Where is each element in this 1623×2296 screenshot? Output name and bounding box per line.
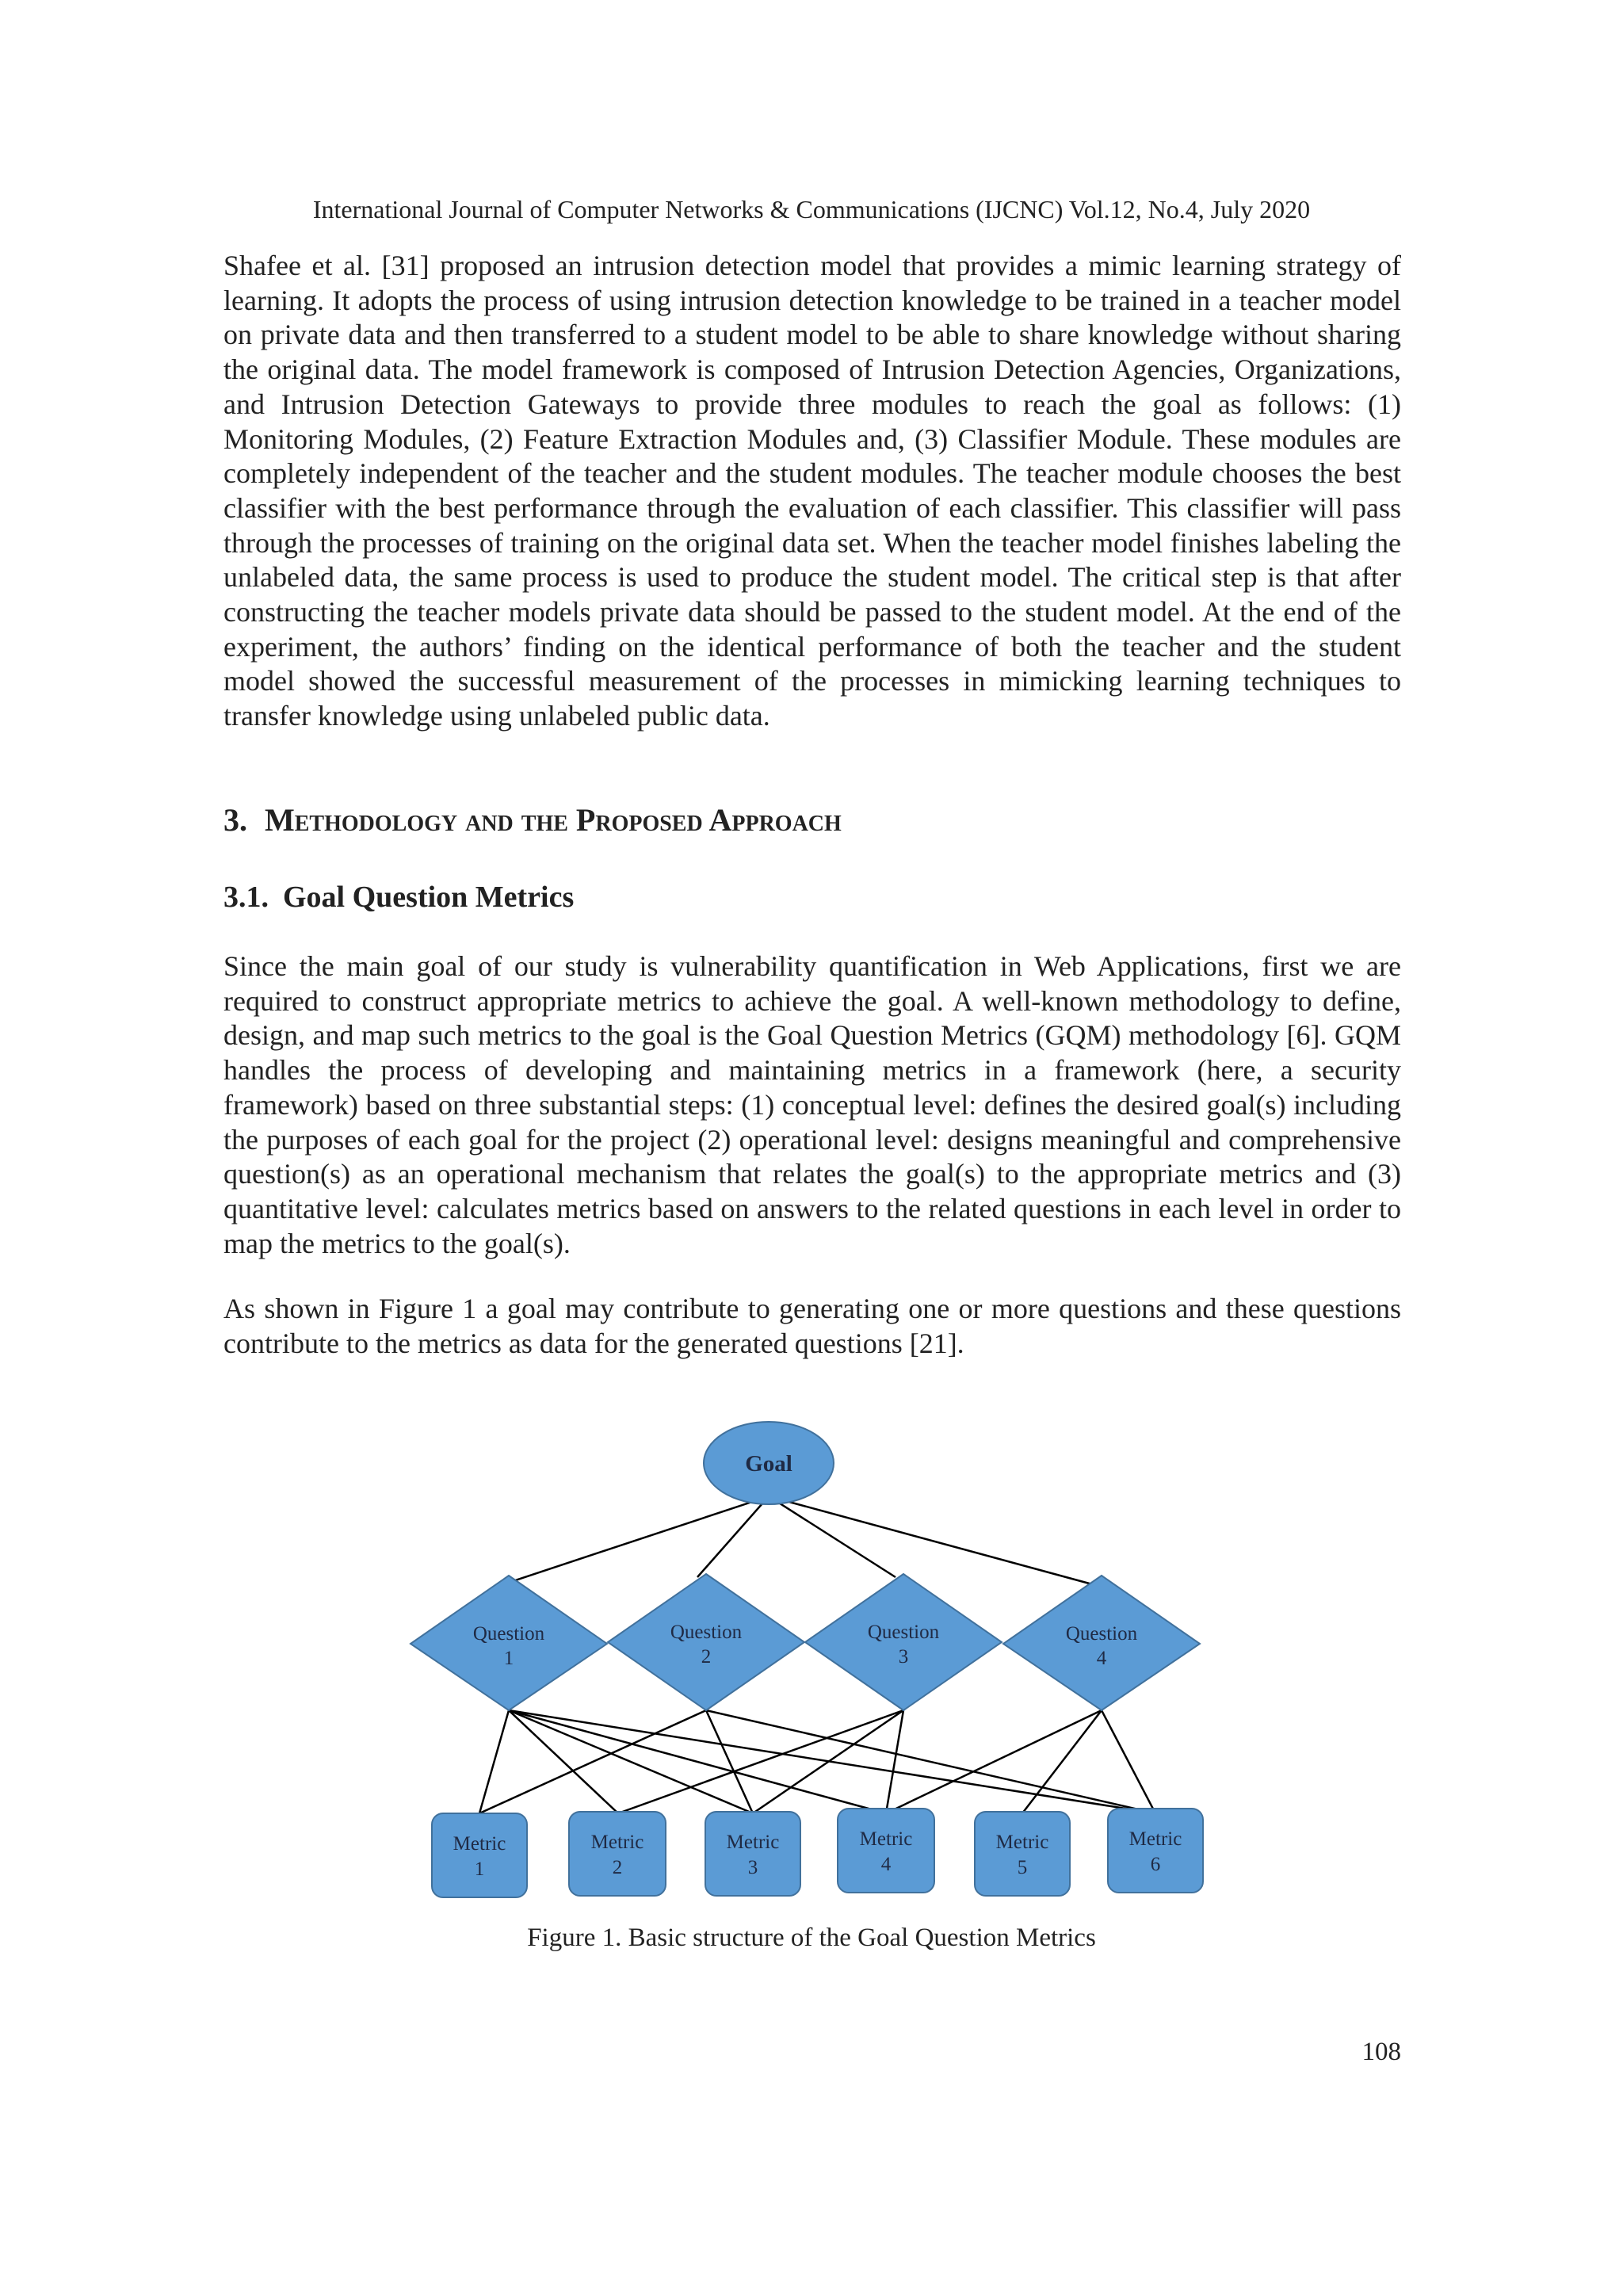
metric-nodes xyxy=(432,1809,1203,1897)
running-header: International Journal of Computer Networks & Communications (IJCNC) Vol.12, No.4, July 2020 xyxy=(312,195,1311,223)
section-number: 3. xyxy=(223,802,247,838)
metric-node-4 xyxy=(838,1809,934,1893)
paragraph-figure-reference: As shown in Figure 1 a goal may contribute to generating one or more questions and these questions contribute to the metrics as data for the generated questions [21]. xyxy=(223,1293,1401,1359)
metric-2-number: 2 xyxy=(612,1857,623,1878)
metric-4-number: 4 xyxy=(880,1854,892,1875)
gqm-diagram xyxy=(396,1411,1220,1910)
edge-question-4-metric-6 xyxy=(1102,1710,1155,1813)
edge-question-2-metric-1 xyxy=(479,1710,706,1813)
question-1-word: Question xyxy=(472,1623,545,1645)
metric-node-6 xyxy=(1108,1809,1203,1893)
metric-4-word: Metric xyxy=(859,1828,913,1850)
metric-6-number: 6 xyxy=(1150,1854,1161,1875)
metric-node-5 xyxy=(975,1812,1070,1896)
subsection-title: Goal Question Metrics xyxy=(283,881,575,914)
question-3-word: Question xyxy=(867,1622,940,1643)
edge-goal-question-3 xyxy=(769,1496,896,1577)
question-3-number: 3 xyxy=(898,1646,909,1668)
goal-label: Goal xyxy=(745,1451,792,1477)
section-heading xyxy=(223,800,842,840)
question-4-word: Question xyxy=(1065,1623,1138,1645)
metric-5-number: 5 xyxy=(1017,1857,1028,1878)
edge-question-1-metric-3 xyxy=(509,1710,753,1813)
subsection-number: 3.1. xyxy=(223,881,269,914)
paragraph-related-work: Shafee et al. [31] proposed an intrusion detection model that provides a mimic learning strategy of learning. It adopts the process of using intrusion detection knowledge to be trained in a teacher model on private data and then transferred to a student model to be able to share knowledge without sharing the original data. The model framework is composed of Intrusion Detection Agencies, Organizations, and Intrusion Detection Gateways to provide three modules to reach the goal as follows: (1) Monitoring Modules, (2) Feature Extraction Modules and, (3) Classifier Module. These modules are completely independent of the teacher and the student modules. The teacher module chooses the best classifier with the best performance through the evaluation of each classifier. This classifier will pass through the processes of training on the original data set. When the teacher model finishes labeling the unlabeled data, the same process is used to produce the student model. The critical step is that after constructing the teacher models private data should be passed to the student model. At the end of the experiment, the authors’ finding on the identical performance of both the teacher and the student model showed the successful measurement of the processes in mimicking learning techniques to transfer knowledge using unlabeled public data. xyxy=(223,250,1401,732)
question-4-number: 4 xyxy=(1096,1648,1107,1669)
question-nodes xyxy=(411,1574,1200,1710)
edge-question-1-metric-1 xyxy=(479,1710,509,1813)
edge-question-3-metric-2 xyxy=(618,1710,903,1813)
metric-3-number: 3 xyxy=(747,1857,758,1878)
subsection-heading xyxy=(223,878,574,916)
metric-node-1 xyxy=(432,1813,527,1897)
metric-6-word: Metric xyxy=(1128,1828,1182,1850)
metric-3-word: Metric xyxy=(726,1832,780,1853)
figure-caption: Figure 1. Basic structure of the Goal Question Metrics xyxy=(527,1924,1096,1952)
paragraph-gqm-intro: Since the main goal of our study is vulnerability quantification in Web Applications, first we are required to construct appropriate metrics to achieve the goal. A well-known methodology to define, design, and map such metrics to the goal is the Goal Question Metrics (GQM) methodology [6]. GQM handles the process of developing and maintaining metrics in a framework (here, a security framework) based on three substantial steps: (1) conceptual level: defines the desired goal(s) including the purposes of each goal for the project (2) operational level: designs meaningful and comprehensive question(s) as an operational mechanism that relates the goal(s) to the appropriate metrics and (3) quantitative level: calculates metrics based on answers to the related questions in each level in order to map the metrics to the goal(s). xyxy=(223,950,1401,1259)
metric-1-number: 1 xyxy=(474,1859,485,1880)
question-2-word: Question xyxy=(670,1622,743,1643)
page-number: 108 xyxy=(1361,2038,1401,2066)
question-2-number: 2 xyxy=(701,1646,712,1668)
metric-2-word: Metric xyxy=(590,1832,644,1853)
section-title: Methodology and the Proposed Approach xyxy=(265,802,842,838)
metric-1-word: Metric xyxy=(453,1833,506,1855)
edge-question-2-metric-3 xyxy=(706,1710,753,1813)
metric-node-2 xyxy=(569,1812,666,1896)
edge-question-3-metric-4 xyxy=(886,1710,903,1813)
question-1-number: 1 xyxy=(503,1648,514,1669)
edge-question-2-metric-6 xyxy=(706,1710,1155,1813)
edge-goal-question-4 xyxy=(769,1496,1095,1585)
metric-node-3 xyxy=(705,1812,800,1896)
edge-question-4-metric-4 xyxy=(886,1710,1102,1813)
metric-5-word: Metric xyxy=(995,1832,1049,1853)
